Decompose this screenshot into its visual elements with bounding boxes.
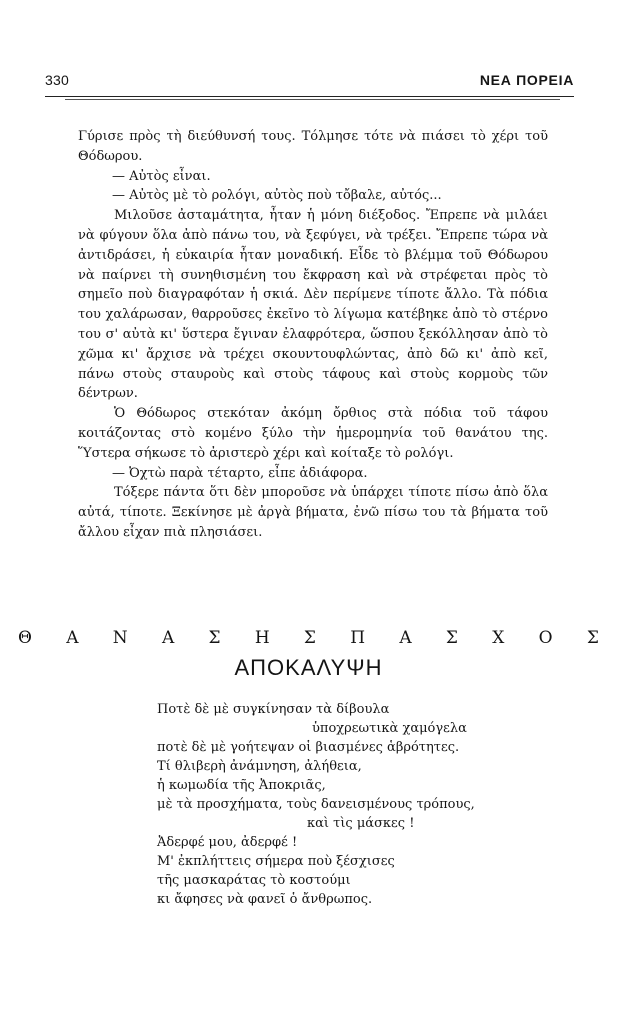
poem-line: ποτὲ δὲ μὲ γοήτεψαν οἱ βιασμένες ἁβρότητες. xyxy=(157,740,460,755)
author-letter: Α xyxy=(161,628,175,648)
poem-line: ὑποχρεωτικὰ χαμόγελα xyxy=(312,721,467,736)
author-letter: Π xyxy=(350,628,366,648)
poem-line: τῆς μασκαράτας τὸ κοστούμι xyxy=(157,873,351,888)
prose-paragraph: Ὁ Θόδωρος στεκόταν ἀκόμη ὄρθιος στὰ πόδια τοῦ τάφου κοιτάζοντας στὸ κομένο ξύλο τὴν ἡμερομηνία τοῦ θανάτου της. Ὕστερα σήκωσε τὸ ἀριστερὸ χέρι καὶ κοίταξε τὸ ρολόγι. xyxy=(78,406,548,461)
prose-paragraph: Τόξερε πάντα ὅτι δὲν μποροῦσε νὰ ὑπάρχει τίποτε πίσω ἀπὸ ὅλα αὐτά, τίποτε. Ξεκίνησε μὲ ἀργὰ βήματα, ἐνῶ πίσω του τὰ βήματα τοῦ ἄλλου εἶχαν πιὰ πλησιάσει. xyxy=(78,485,548,540)
prose-paragraph: Μιλοῦσε ἀσταμάτητα, ἦταν ἡ μόνη διέξοδος. Ἔπρεπε νὰ μιλάει νὰ φύγουν ὅλα ἀπὸ πάνω του, νὰ ξεφύγει, νὰ τρέξει. Ἔπρεπε τώρα νὰ ἀντιδράσει, ἡ εὐκαιρία ἦταν μοναδική. Εἶδε τὸ βλέμμα τοῦ Θόδωρου νὰ παίρνει τὴ συνηθισμένη του ἔκφραση καὶ νὰ στρέφεται πρὸς τὸ σημεῖο ποὺ διαγραφόταν ἡ σκιά. Δὲν περίμενε τίποτε ἄλλο. Τὰ πόδια του χαλάρωσαν, θαρροῦσες ἐκεῖνο τὸ λίγωμα κατέβηκε ἀπὸ τὸ στέρνο του σ' αὐτὰ κι' ὕστερα ἔγιναν ἐλαφρότερα, ὥσπου ξεκόλλησαν ἀπὸ τὸ χῶμα κι' ἄρχισε νὰ τρέχει σκουντουφλώντας, ἀπὸ δῶ κι' ἀπὸ κεῖ, πάνω στοὺς σταυροὺς καὶ στοὺς τάφους καὶ στοὺς κορμοὺς τῶν δέντρων. xyxy=(78,208,548,402)
author-letter: Α xyxy=(399,628,412,648)
author-letter: Ο xyxy=(538,628,553,648)
poem-line: Τί θλιβερὴ ἀνάμνηση, ἀλήθεια, xyxy=(157,759,362,774)
poem-line: Ποτὲ δὲ μὲ συγκίνησαν τὰ δίβουλα xyxy=(157,702,390,717)
prose-dialogue-line: — Ὀχτὼ παρὰ τέταρτο, εἶπε ἀδιάφορα. xyxy=(112,465,368,481)
author-letter: Α xyxy=(66,628,79,648)
header-rule xyxy=(45,96,574,97)
prose-paragraph: Γύρισε πρὸς τὴ διεύθυνσή τους. Τόλμησε τότε νὰ πιάσει τὸ χέρι τοῦ Θόδωρου. xyxy=(78,129,548,164)
poem-body xyxy=(157,700,537,909)
poem-line: κι ἄφησες νὰ φανεῖ ὁ ἄνθρωπος. xyxy=(157,892,373,907)
running-head xyxy=(45,72,574,92)
poem-line: καὶ τὶς μάσκες ! xyxy=(307,816,415,831)
page-number: 330 xyxy=(45,72,69,88)
author-letter: Σ xyxy=(445,628,458,648)
poem-line: Ἀδερφέ μου, ἀδερφέ ! xyxy=(157,835,298,850)
author-letter: Χ xyxy=(492,628,505,648)
poem-line: Μ' ἐκπλήττεις σήμερα ποὺ ξέσχισες xyxy=(157,854,395,869)
prose-dialogue-line: — Αὐτὸς εἶναι. xyxy=(112,168,211,184)
author-letter: Η xyxy=(254,628,270,648)
poem-line: μὲ τὰ προσχήματα, τοὺς δανεισμένους τρόπους, xyxy=(157,797,475,812)
author-letter: Ν xyxy=(112,628,128,648)
poem-line: ἡ κωμωδία τῆς Ἀποκριᾶς, xyxy=(157,778,326,793)
prose-dialogue-line: — Αὐτὸς μὲ τὸ ρολόγι, αὐτὸς ποὺ τὄβαλε, αὐτός... xyxy=(112,188,442,204)
poem-author xyxy=(18,628,599,652)
author-letter: Θ xyxy=(18,628,32,648)
author-letter: Σ xyxy=(208,628,221,648)
journal-title: ΝΕΑ ΠΟΡΕΙΑ xyxy=(479,72,574,88)
author-letter: Σ xyxy=(303,628,316,648)
author-letter: Σ xyxy=(586,628,599,648)
prose-block xyxy=(78,127,548,543)
poem-title: ΑΠΟΚΑΛΥΨΗ xyxy=(234,655,383,680)
